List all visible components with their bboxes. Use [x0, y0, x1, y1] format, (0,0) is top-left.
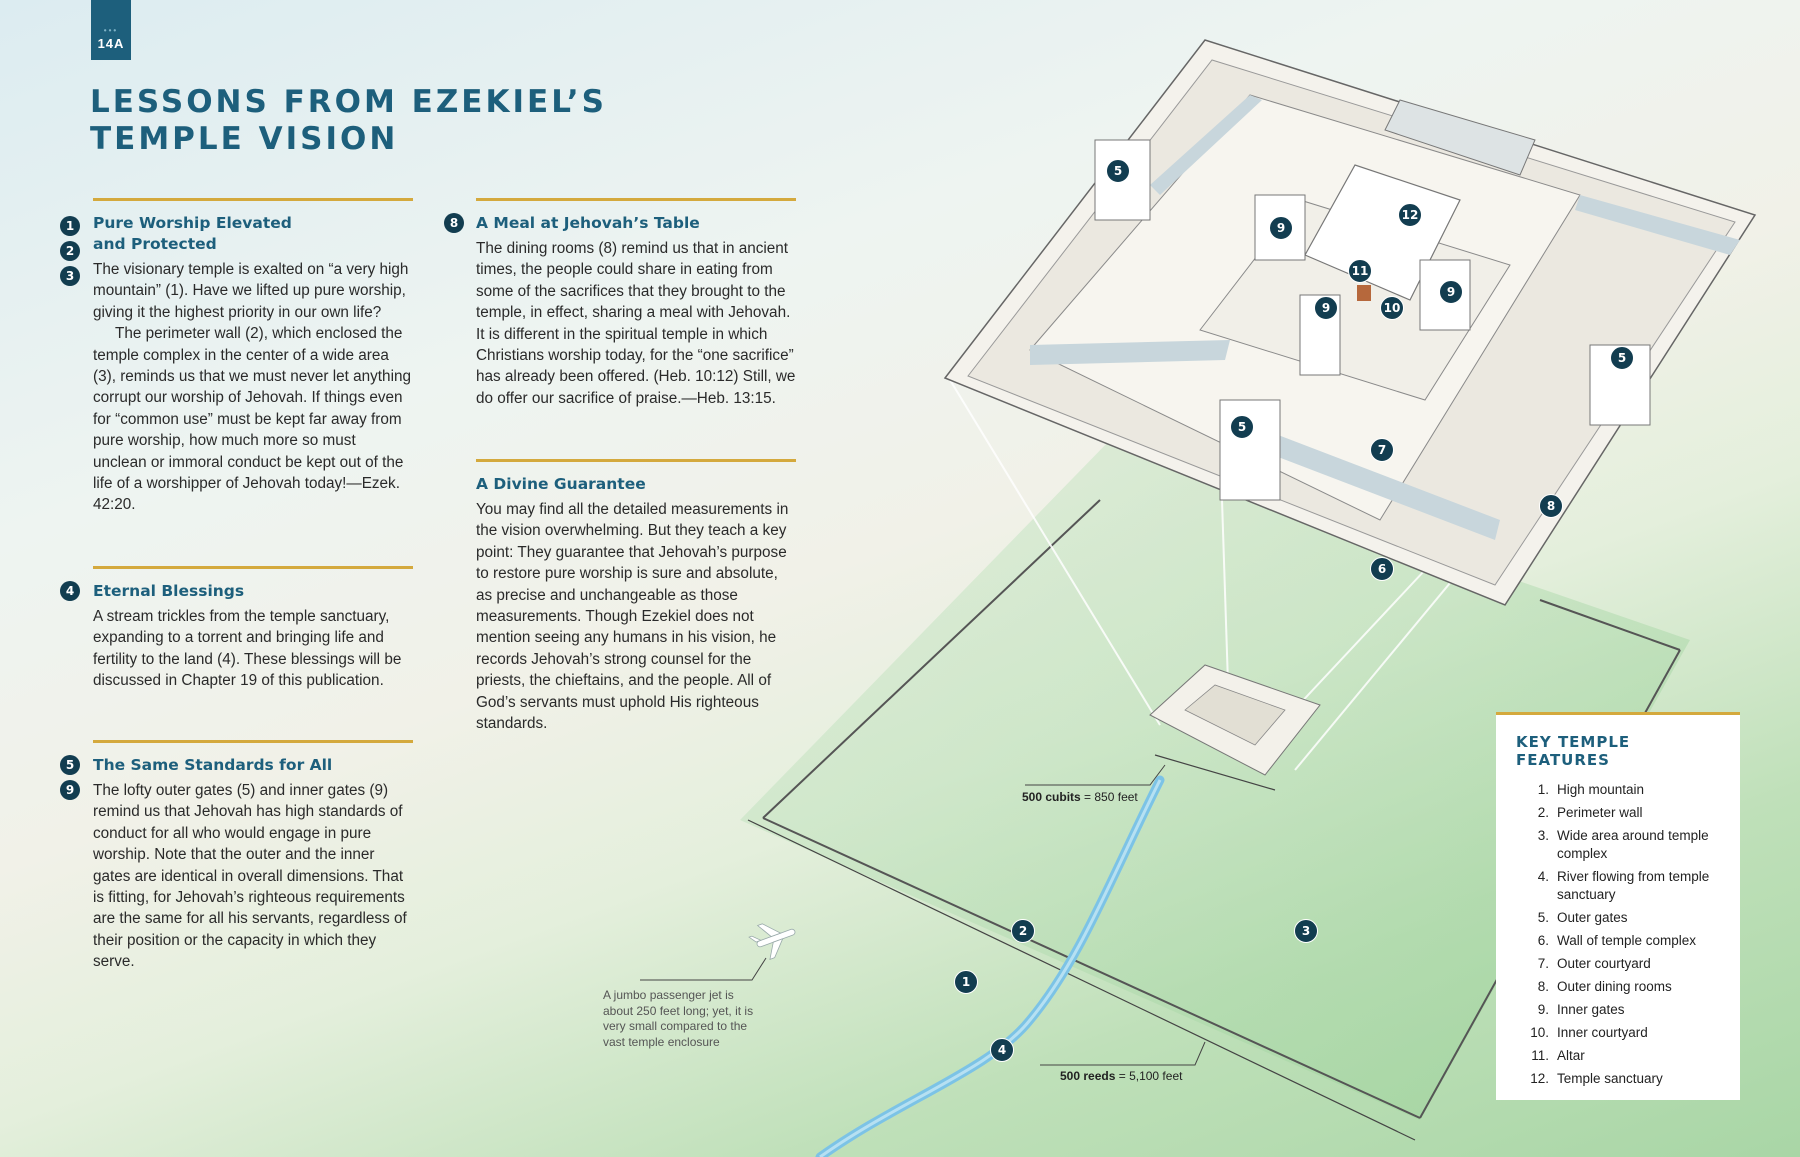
section-heading — [93, 213, 413, 255]
section-paragraph: You may find all the detailed measurements in the vision overwhelming. But they teach a key point: They guarantee that Jehovah’s purpose to restore pure worship is sure and absolute, as precise and unchangeable as those measurements. Though Ezekiel does not mention seeing any humans in his vision, he records Jehovah’s strong counsel for the priests, the chieftains, and the people. All of God’s servants must uphold His righteous standards. — [476, 501, 789, 733]
jet-caption: A jumbo passenger jet is about 250 feet long; yet, it is very small compared to the vast temple enclosure — [603, 988, 754, 1049]
section-divine-guarantee — [476, 459, 796, 734]
map-label-temple-sanctuary: 12 — [1398, 203, 1422, 227]
dimension-reeds — [1060, 1069, 1182, 1083]
number-badge: 9 — [60, 780, 80, 800]
key-item-text: Outer gates — [1557, 910, 1628, 925]
key-item-text: High mountain — [1557, 782, 1645, 797]
key-title: KEY TEMPLE FEATURES — [1516, 733, 1631, 769]
key-item-number: 8. — [1537, 979, 1549, 994]
key-item-number: 2. — [1537, 805, 1549, 820]
section-2-numbers — [60, 581, 80, 606]
section-divider — [93, 198, 413, 201]
dimension-cubits — [1022, 790, 1138, 804]
section-same-standards — [93, 740, 413, 973]
map-label-inner-gate: 9 — [1269, 216, 1293, 240]
key-item — [1516, 978, 1720, 996]
section-1-numbers — [60, 216, 80, 291]
key-item-number: 5. — [1537, 910, 1549, 925]
map-label-perimeter-wall: 2 — [1011, 919, 1035, 943]
section-heading: A Meal at Jehovah’s Table — [476, 214, 700, 232]
key-item — [1516, 932, 1720, 950]
map-label-inner-gate: 9 — [1314, 296, 1338, 320]
key-item-number: 11. — [1531, 1048, 1549, 1063]
section-divider — [476, 459, 796, 462]
dimension-cubits-value: 500 cubits — [1022, 790, 1081, 804]
map-label-high-mountain: 1 — [954, 970, 978, 994]
key-item-text: River flowing from temple sanctuary — [1557, 869, 1710, 902]
title-line-2: TEMPLE VISION — [90, 121, 399, 157]
section-4-numbers — [444, 213, 464, 238]
key-item-number: 6. — [1537, 933, 1549, 948]
number-badge: 4 — [60, 581, 80, 601]
key-item-text: Perimeter wall — [1557, 805, 1643, 820]
map-label-complex-wall: 6 — [1370, 557, 1394, 581]
section-divider — [93, 740, 413, 743]
heading-line-2: and Protected — [93, 235, 217, 253]
key-item — [1516, 909, 1720, 927]
page-title — [90, 84, 607, 158]
section-pure-worship — [93, 198, 413, 516]
key-item-number: 9. — [1537, 1002, 1549, 1017]
section-paragraph: A stream trickles from the temple sanctuary, expanding to a torrent and bringing life and fertility to the land (4). These blessings will be discussed in Chapter 19 of this publication. — [93, 608, 402, 690]
key-item-number: 12. — [1530, 1071, 1549, 1086]
key-item-number: 10. — [1530, 1025, 1549, 1040]
section-3-numbers — [60, 755, 80, 805]
map-label-river: 4 — [990, 1038, 1014, 1062]
map-label-outer-gate: 5 — [1230, 415, 1254, 439]
section-heading: A Divine Guarantee — [476, 475, 646, 493]
key-temple-features — [1496, 712, 1740, 1100]
dimension-cubits-feet: = 850 feet — [1080, 790, 1138, 804]
dots-icon: ••• — [103, 26, 119, 35]
number-badge: 2 — [60, 241, 80, 261]
section-paragraph: The lofty outer gates (5) and inner gates (9) remind us that Jehovah has high standards of conduct for all who would engage in pure worship. Note that the outer and the inner gates are identical in overall dimensions. That is fitting, for Jehovah’s righteous requirements are the same for all his servants, regardless of their position or the capacity in which they serve. — [93, 782, 407, 971]
dimension-reeds-value: 500 reeds — [1060, 1069, 1116, 1083]
section-meal-at-table — [476, 198, 796, 409]
number-badge: 5 — [60, 755, 80, 775]
key-item-number: 7. — [1537, 956, 1549, 971]
key-item — [1516, 804, 1720, 822]
number-badge: 8 — [444, 213, 464, 233]
page-number: 14A — [97, 36, 125, 51]
key-item-text: Inner courtyard — [1557, 1025, 1648, 1040]
key-item — [1516, 955, 1720, 973]
key-item-text: Outer courtyard — [1557, 956, 1651, 971]
section-divider — [93, 566, 413, 569]
key-item — [1516, 1070, 1720, 1088]
map-label-outer-gate: 5 — [1610, 346, 1634, 370]
key-item-text: Inner gates — [1557, 1002, 1625, 1017]
dimension-reeds-feet: = 5,100 feet — [1115, 1069, 1183, 1083]
map-label-outer-courtyard: 7 — [1370, 438, 1394, 462]
map-label-inner-gate: 9 — [1439, 280, 1463, 304]
heading-line-1: Pure Worship Elevated — [93, 214, 292, 232]
section-paragraph: The visionary temple is exalted on “a very high mountain” (1). Have we lifted up pure worship, giving it the highest priority in our own life? — [93, 261, 409, 321]
number-badge: 1 — [60, 216, 80, 236]
section-paragraph: The perimeter wall (2), which enclosed the temple complex in the center of a wide area (3), reminds us that we must never let anything corrupt our worship of Jehovah. If things even for “common use” must be kept far away from pure worship, how much more so must unclean or immoral conduct be kept out of the life of a worshipper of Jehovah today!—Ezek. 42:20. — [93, 325, 411, 514]
section-paragraph: The dining rooms (8) remind us that in ancient times, the people could share in eating from some of the sacrifices that they brought to the temple, in effect, sharing a meal with Jehovah. It is different in the spiritual temple in which Christians worship today, for the “one sacrifice” has already been offered. (Heb. 10:12) Still, we do offer our sacrifice of praise.—Heb. 13:15. — [476, 240, 796, 407]
key-item — [1516, 868, 1720, 904]
key-list — [1516, 781, 1720, 1088]
section-eternal-blessings — [93, 566, 413, 692]
title-line-1: LESSONS FROM EZEKIEL’S — [90, 84, 607, 120]
key-item-text: Wall of temple complex — [1557, 933, 1697, 948]
key-item-number: 4. — [1537, 869, 1549, 884]
key-item-number: 1. — [1537, 782, 1549, 797]
number-badge: 3 — [60, 266, 80, 286]
page-tab — [91, 0, 131, 60]
key-item-number: 3. — [1537, 828, 1549, 843]
section-divider — [476, 198, 796, 201]
map-label-wide-area: 3 — [1294, 919, 1318, 943]
map-label-altar: 11 — [1348, 259, 1372, 283]
key-item — [1516, 1001, 1720, 1019]
key-item-text: Wide area around temple complex — [1557, 828, 1709, 861]
section-heading: Eternal Blessings — [93, 582, 245, 600]
key-item — [1516, 1024, 1720, 1042]
section-heading: The Same Standards for All — [93, 756, 333, 774]
key-item — [1516, 827, 1720, 863]
map-label-outer-gate: 5 — [1106, 159, 1130, 183]
key-item — [1516, 1047, 1720, 1065]
key-item — [1516, 781, 1720, 799]
key-item-text: Temple sanctuary — [1557, 1071, 1663, 1086]
map-label-dining-rooms: 8 — [1539, 494, 1563, 518]
key-item-text: Outer dining rooms — [1557, 979, 1672, 994]
map-label-inner-courtyard: 10 — [1380, 296, 1404, 320]
key-item-text: Altar — [1557, 1048, 1585, 1063]
